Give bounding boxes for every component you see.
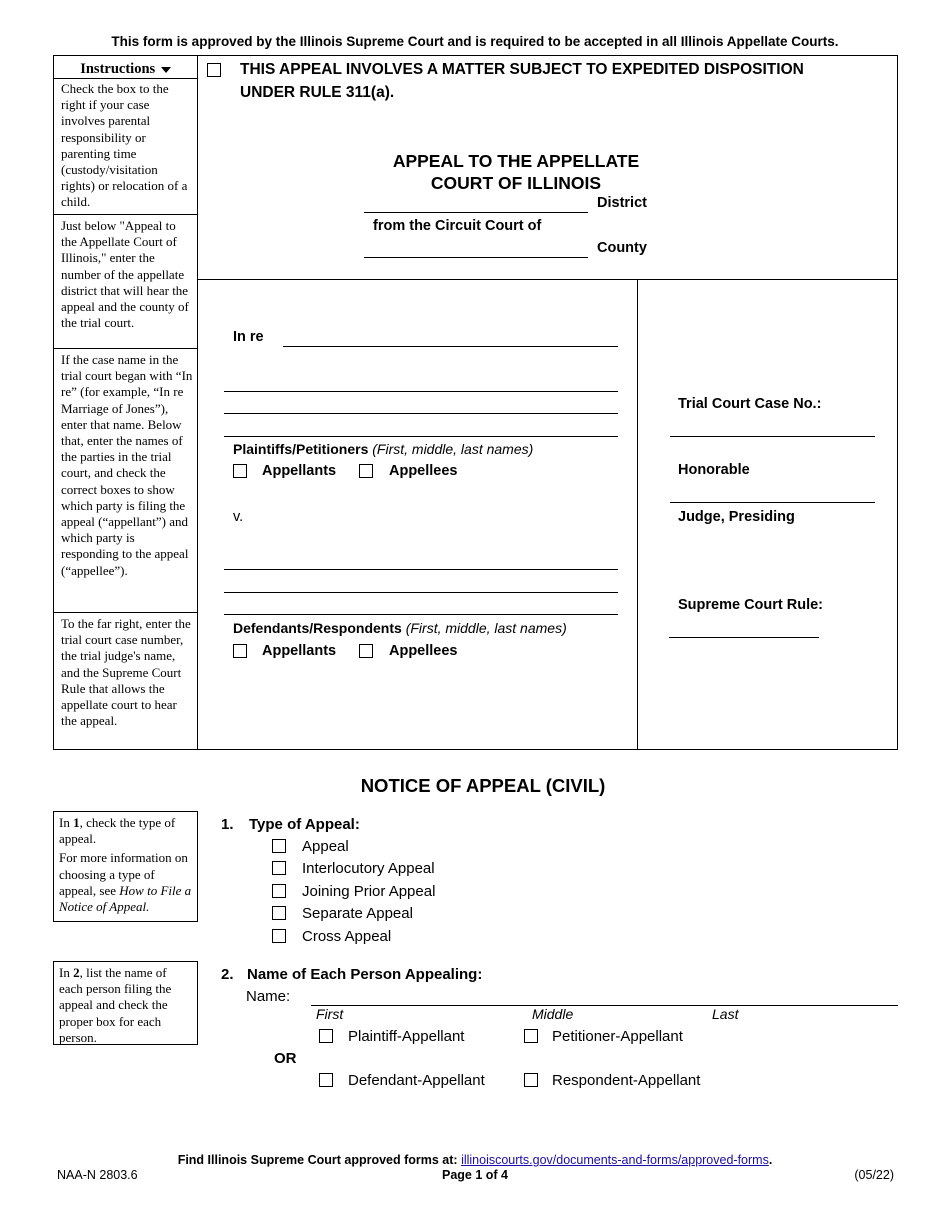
instruction-block-expedited: Check the box to the right if your case involves parental responsibility or parenting time (custody/visitation rights) or relocation of a child. bbox=[61, 81, 188, 210]
page-number: Page 1 of 4 bbox=[442, 1168, 508, 1182]
defendants-appellants-label: Appellants bbox=[262, 643, 337, 659]
approved-forms-link[interactable]: illinoiscourts.gov/documents-and-forms/approved-forms bbox=[461, 1153, 769, 1167]
defendants-heading bbox=[233, 620, 567, 636]
judge-presiding-label: Judge, Presiding bbox=[678, 509, 795, 525]
section2-number: 2. bbox=[221, 966, 234, 983]
section1-heading: Type of Appeal: bbox=[249, 816, 360, 833]
instruction-block-case-info: To the far right, enter the trial court case number, the trial judge's name, and the Supreme Court Rule that allows the appellate court to hear the appeal. bbox=[61, 616, 191, 729]
appeal-type-joining-prior-checkbox[interactable] bbox=[272, 884, 286, 898]
supreme-court-rule-label: Supreme Court Rule: bbox=[678, 597, 824, 613]
middle-name-caption: Middle bbox=[532, 1006, 574, 1022]
plaintiffs-hint: (First, middle, last names) bbox=[372, 441, 534, 457]
judge-name-field[interactable] bbox=[670, 502, 875, 503]
plaintiff-appellant-label: Plaintiff-Appellant bbox=[348, 1028, 465, 1045]
header-notice: This form is approved by the Illinois Supreme Court and is required to be accepted in all Illinois Appellate Courts. bbox=[111, 34, 839, 49]
section2-heading: Name of Each Person Appealing: bbox=[247, 966, 483, 983]
footer-period: . bbox=[768, 1153, 773, 1167]
section1-instruction bbox=[59, 815, 193, 915]
plaintiff-name-line-1[interactable] bbox=[224, 391, 618, 392]
instruction-divider bbox=[53, 214, 197, 215]
section1-number: 1. bbox=[221, 816, 234, 833]
plaintiffs-appellants-checkbox[interactable] bbox=[233, 464, 247, 478]
court-block-divider bbox=[197, 279, 898, 280]
plaintiffs-label: Plaintiffs/Petitioners bbox=[233, 441, 369, 457]
defendants-hint: (First, middle, last names) bbox=[405, 620, 567, 636]
appeal-type-joining-prior-label: Joining Prior Appeal bbox=[302, 883, 436, 900]
case-number-label: Trial Court Case No.: bbox=[678, 396, 822, 412]
section1-instruction-p1: In 1, check the type of appeal. bbox=[59, 815, 176, 847]
in-re-label: In re bbox=[233, 329, 264, 345]
petitioner-appellant-checkbox[interactable] bbox=[524, 1029, 538, 1043]
instructions-heading-label: Instructions bbox=[80, 61, 156, 77]
honorable-label: Honorable bbox=[678, 462, 750, 478]
county-field[interactable] bbox=[364, 257, 588, 258]
appellant-name-field[interactable] bbox=[311, 1005, 898, 1006]
last-name-caption: Last bbox=[712, 1006, 739, 1022]
plaintiff-appellant-checkbox[interactable] bbox=[319, 1029, 333, 1043]
right-panel-divider bbox=[637, 279, 638, 750]
appeal-type-separate-checkbox[interactable] bbox=[272, 906, 286, 920]
defendant-name-line-3[interactable] bbox=[224, 614, 618, 615]
district-label: District bbox=[597, 195, 647, 211]
expedited-label-line1: THIS APPEAL INVOLVES A MATTER SUBJECT TO EXPEDITED DISPOSITION bbox=[240, 61, 804, 78]
court-title-line1: APPEAL TO THE APPELLATE bbox=[392, 151, 640, 171]
instructions-column-divider bbox=[197, 55, 198, 750]
section2-instruction: In 2, list the name of each person filing the appeal and check the proper box for each person. bbox=[59, 965, 172, 1045]
defendants-appellants-checkbox[interactable] bbox=[233, 644, 247, 658]
plaintiffs-appellees-label: Appellees bbox=[389, 463, 458, 479]
instructions-heading-rule bbox=[53, 78, 197, 79]
instruction-divider bbox=[53, 612, 197, 613]
from-circuit-court-label: from the Circuit Court of bbox=[373, 218, 542, 234]
triangle-down-icon bbox=[161, 67, 171, 73]
instructions-heading[interactable] bbox=[54, 61, 197, 78]
defendants-label: Defendants/Respondents bbox=[233, 620, 402, 636]
expedited-checkbox[interactable] bbox=[207, 63, 221, 77]
footer-find-forms bbox=[0, 1153, 950, 1167]
case-number-field[interactable] bbox=[670, 436, 875, 437]
footer-find-text: Find Illinois Supreme Court approved forms at: bbox=[177, 1153, 462, 1167]
appeal-type-separate-label: Separate Appeal bbox=[302, 905, 413, 922]
in-re-field[interactable] bbox=[283, 346, 618, 347]
court-title-line2: COURT OF ILLINOIS bbox=[430, 173, 602, 193]
appeal-type-interlocutory-checkbox[interactable] bbox=[272, 861, 286, 875]
appeal-type-appeal-checkbox[interactable] bbox=[272, 839, 286, 853]
defendant-name-line-1[interactable] bbox=[224, 569, 618, 570]
appeal-type-cross-label: Cross Appeal bbox=[302, 928, 392, 945]
expedited-label-line2: UNDER RULE 311(a). bbox=[240, 84, 395, 101]
respondent-appellant-checkbox[interactable] bbox=[524, 1073, 538, 1087]
instruction-divider bbox=[53, 348, 197, 349]
revision-date: (05/22) bbox=[854, 1168, 894, 1182]
plaintiffs-appellees-checkbox[interactable] bbox=[359, 464, 373, 478]
name-label: Name: bbox=[246, 988, 291, 1005]
district-field[interactable] bbox=[364, 212, 588, 213]
section1-instruction-p2: For more information on choosing a type of appeal, see How to File a Notice of Appeal. bbox=[59, 850, 192, 915]
appeal-type-interlocutory-label: Interlocutory Appeal bbox=[302, 860, 435, 877]
defendant-name-line-2[interactable] bbox=[224, 592, 618, 593]
form-number: NAA-N 2803.6 bbox=[57, 1168, 138, 1182]
instruction-block-district: Just below "Appeal to the Appellate Court of Illinois," enter the number of the appellate district that will hear the appeal and the county of the trial court. bbox=[61, 218, 189, 331]
plaintiff-name-line-3[interactable] bbox=[224, 436, 618, 437]
defendants-appellees-checkbox[interactable] bbox=[359, 644, 373, 658]
respondent-appellant-label: Respondent-Appellant bbox=[552, 1072, 701, 1089]
versus-label: v. bbox=[233, 509, 244, 525]
defendants-appellees-label: Appellees bbox=[389, 643, 458, 659]
appeal-type-appeal-label: Appeal bbox=[302, 838, 349, 855]
supreme-court-rule-field[interactable] bbox=[669, 637, 819, 638]
defendant-appellant-label: Defendant-Appellant bbox=[348, 1072, 485, 1089]
petitioner-appellant-label: Petitioner-Appellant bbox=[552, 1028, 683, 1045]
first-name-caption: First bbox=[316, 1006, 344, 1022]
notice-title: NOTICE OF APPEAL (CIVIL) bbox=[360, 775, 606, 796]
plaintiffs-heading bbox=[233, 441, 533, 457]
defendant-appellant-checkbox[interactable] bbox=[319, 1073, 333, 1087]
appeal-type-cross-checkbox[interactable] bbox=[272, 929, 286, 943]
or-label: OR bbox=[274, 1050, 297, 1067]
plaintiff-name-line-2[interactable] bbox=[224, 413, 618, 414]
instruction-block-parties: If the case name in the trial court began with “In re” (for example, “In re Marriage of Jones”), enter that name. Below that, enter the names of the parties in the trial court, and check the correct boxes to show which party is filing the appeal (“appellant”) and which party is responding to the appeal (“appellee”). bbox=[61, 352, 193, 578]
county-label: County bbox=[597, 240, 647, 256]
plaintiffs-appellants-label: Appellants bbox=[262, 463, 337, 479]
